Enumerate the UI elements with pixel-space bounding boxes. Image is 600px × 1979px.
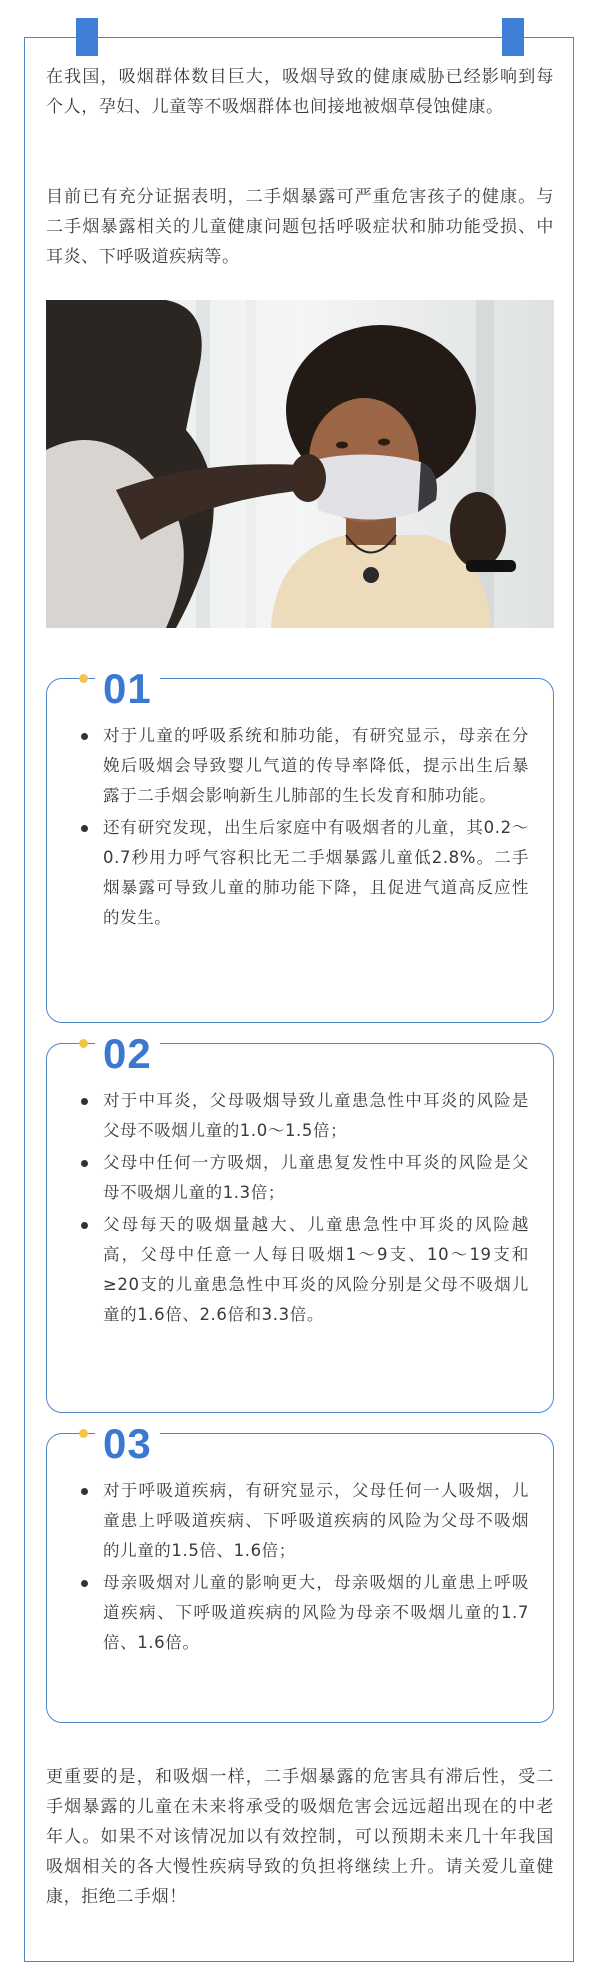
info-card-01: [46, 665, 554, 1023]
list-item: 父母每天的吸烟量越大、儿童患急性中耳炎的风险越高，父母中任意一人每日吸烟1～9支、10～19支和≥20支的儿童患急性中耳炎的风险分别是父母不吸烟儿童的1.6倍、2.6倍和3.3倍。: [77, 1210, 529, 1330]
info-card-02: [46, 1030, 554, 1413]
card-dot-decoration: [79, 1039, 88, 1048]
list-item: 母亲吸烟对儿童的影响更大，母亲吸烟的儿童患上呼吸道疾病、下呼吸道疾病的风险为母亲不吸烟儿童的1.7倍、1.6倍。: [77, 1568, 529, 1658]
card-bullet-list: [77, 1086, 529, 1332]
list-item: 对于中耳炎，父母吸烟导致儿童患急性中耳炎的风险是父母不吸烟儿童的1.0～1.5倍；: [77, 1086, 529, 1146]
card-bullet-list: [77, 721, 529, 935]
list-item: 父母中任何一方吸烟，儿童患复发性中耳炎的风险是父母不吸烟儿童的1.3倍；: [77, 1148, 529, 1208]
closing-paragraph: 更重要的是，和吸烟一样，二手烟暴露的危害具有滞后性，受二手烟暴露的儿童在未来将承受的吸烟危害会远远超出现在的中老年人。如果不对该情况加以有效控制，可以预期未来几十年我国吸烟相关的各大慢性疾病导致的负担将继续上升。请关爱儿童健康，拒绝二手烟！: [46, 1767, 554, 1907]
card-bullet-list: [77, 1476, 529, 1660]
card-number: 01: [95, 665, 160, 713]
list-item: 对于儿童的呼吸系统和肺功能，有研究显示，母亲在分娩后吸烟会导致婴儿气道的传导率降低，提示出生后暴露于二手烟会影响新生儿肺部的生长发育和肺功能。: [77, 721, 529, 811]
header-tab-right: [502, 18, 524, 56]
child-mask-photo: [46, 300, 554, 628]
intro-paragraph-2: 目前已有充分证据表明，二手烟暴露可严重危害孩子的健康。与二手烟暴露相关的儿童健康问题包括呼吸症状和肺功能受损、中耳炎、下呼吸道疾病等。: [46, 187, 554, 267]
intro-paragraph-1: 在我国，吸烟群体数目巨大，吸烟导致的健康威胁已经影响到每个人，孕妇、儿童等不吸烟群体也间接地被烟草侵蚀健康。: [46, 67, 554, 117]
card-number: 02: [95, 1030, 160, 1078]
card-dot-decoration: [79, 674, 88, 683]
header-tab-left: [76, 18, 98, 56]
card-dot-decoration: [79, 1429, 88, 1438]
info-card-03: [46, 1420, 554, 1723]
list-item: 还有研究发现，出生后家庭中有吸烟者的儿童，其0.2～0.7秒用力呼气容积比无二手烟暴露儿童低2.8%。二手烟暴露可导致儿童的肺功能下降，且促进气道高反应性的发生。: [77, 813, 529, 933]
card-number: 03: [95, 1420, 160, 1468]
list-item: 对于呼吸道疾病，有研究显示，父母任何一人吸烟，儿童患上呼吸道疾病、下呼吸道疾病的风险为父母不吸烟的儿童的1.5倍、1.6倍；: [77, 1476, 529, 1566]
photo-illustration: [46, 300, 554, 628]
